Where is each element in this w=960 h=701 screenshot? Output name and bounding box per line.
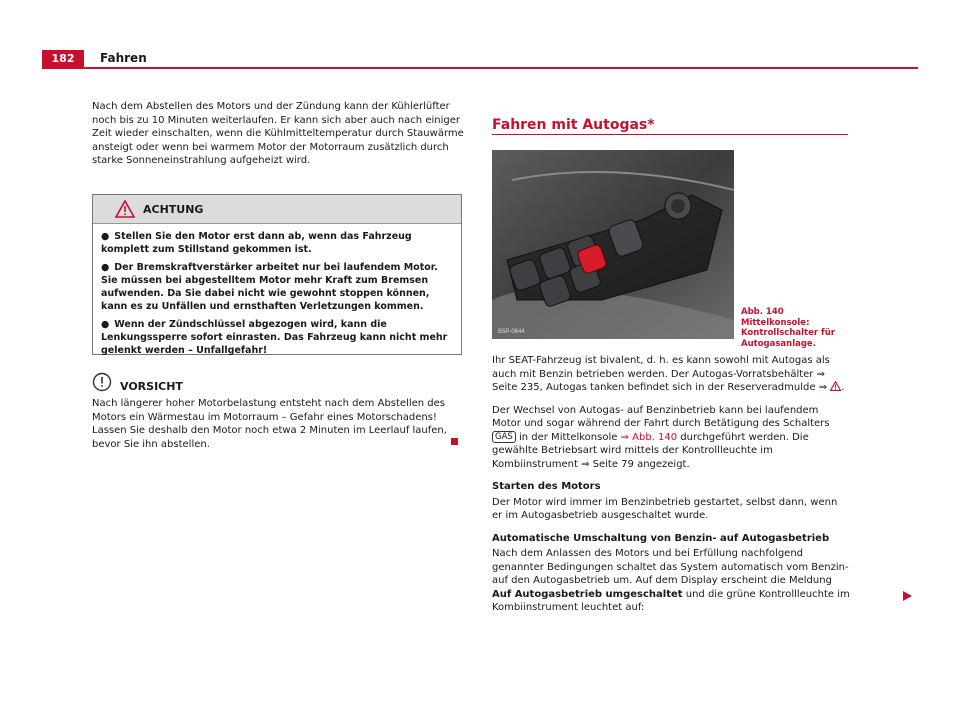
figure-caption: Abb. 140 Mittelkonsole: Kontrollschalter für Autogasanlage. xyxy=(741,307,835,349)
section-rule xyxy=(492,134,848,135)
warning-ref-icon xyxy=(830,381,841,391)
warning-item: ● Wenn der Zündschlüssel abgezogen wird, kann die Lenkungssperre sofort einrasten. Das Fahrzeug kann nicht mehr gelenkt werden – Unfallgefahr! xyxy=(101,319,448,356)
paragraph: Ihr SEAT-Fahrzeug ist bivalent, d. h. es kann sowohl mit Autogas als auch mit Benzin betrieben werden. Der Autogas-Vorratsbehälter ⇒ Seite 235, Autogas tanken befindet sich in der Reserveradmulde ⇒ . xyxy=(492,355,845,393)
figure-link[interactable]: ⇒ Abb. 140 xyxy=(620,431,678,443)
section-title: Fahren mit Autogas* xyxy=(492,117,655,133)
page-number: 182 xyxy=(42,50,84,67)
paragraph: Der Wechsel von Autogas- auf Benzinbetrieb kann bei laufendem Motor und sogar während der Fahrt durch Betätigung des Schalters GAS in der Mittelkonsole ⇒ Abb. 140 durchgeführt werden. Die gewählte Betriebsart wird mittels der Kontrollleuchte im Kombiinstrument ⇒ Seite 79 angezeigt. xyxy=(492,404,830,470)
caution-title: VORSICHT xyxy=(120,379,183,393)
subheading: Starten des Motors xyxy=(492,481,601,492)
caution-block xyxy=(92,371,464,451)
section-end-marker xyxy=(451,438,458,445)
header-rule xyxy=(42,67,918,69)
intro-paragraph xyxy=(92,100,464,168)
warning-box xyxy=(92,194,462,355)
intro-text: Nach dem Abstellen des Motors und der Zündung kann der Kühlerlüfter noch bis zu 10 Minuten weiterlaufen. Er kann sich aber auch nach einiger Zeit wieder einschalten, wenn die Kühlmitteltemperatur durch Stauwärme ansteigt oder wenn bei warmem Motor der Motorraum zusätzlich durch starke Sonneneinstrahlung aufgeheizt wird. xyxy=(92,101,464,166)
continue-arrow-icon xyxy=(903,591,912,601)
warning-body xyxy=(93,224,461,357)
body-text xyxy=(492,354,850,624)
chapter-title: Fahren xyxy=(100,51,147,65)
paragraph: Nach dem Anlassen des Motors und bei Erfüllung nachfolgend genannter Bedingungen schaltet das System automatisch vom Benzin- auf den Autogasbetrieb um. Auf dem Display erscheint die Meldung Auf Autogasbetrieb umgeschaltet und die grüne Kontrollleuchte im Kombiinstrument leuchtet auf: xyxy=(492,548,850,613)
paragraph: Der Motor wird immer im Benzinbetrieb gestartet, selbst dann, wenn er im Autogasbetrieb ausgeschaltet wurde. xyxy=(492,496,838,521)
console-figure xyxy=(492,150,734,339)
warning-triangle-icon xyxy=(115,200,135,218)
caution-header xyxy=(92,371,464,393)
gas-button-label: GAS xyxy=(492,431,516,443)
warning-item: ● Stellen Sie den Motor erst dann ab, wenn das Fahrzeug komplett zum Stillstand gekommen ist. xyxy=(101,231,412,255)
warning-header xyxy=(93,195,461,224)
warning-title: ACHTUNG xyxy=(143,202,204,216)
section-heading xyxy=(492,116,848,134)
caution-exclamation-icon xyxy=(92,372,112,392)
subheading: Automatische Umschaltung von Benzin- auf Autogasbetrieb xyxy=(492,532,830,544)
warning-item: ● Der Bremskraftverstärker arbeitet nur bei laufendem Motor. Sie müssen bei abgestelltem Motor mehr Kraft zum Bremsen aufwenden. Da Sie dabei nicht wie gewohnt stoppen können, kann es zu Unfällen und ernsthaften Verletzungen kommen. xyxy=(101,262,438,312)
caution-text: Nach längerer hoher Motorbelastung entsteht nach dem Abstellen des Motors ein Wärmestau im Motorraum – Gefahr eines Motorschadens! Lassen Sie deshalb den Motor noch etwa 2 Minuten im Leerlauf laufen, bevor Sie ihn abstellen. xyxy=(92,398,447,450)
figure-code: B5P-0644 xyxy=(498,329,525,335)
